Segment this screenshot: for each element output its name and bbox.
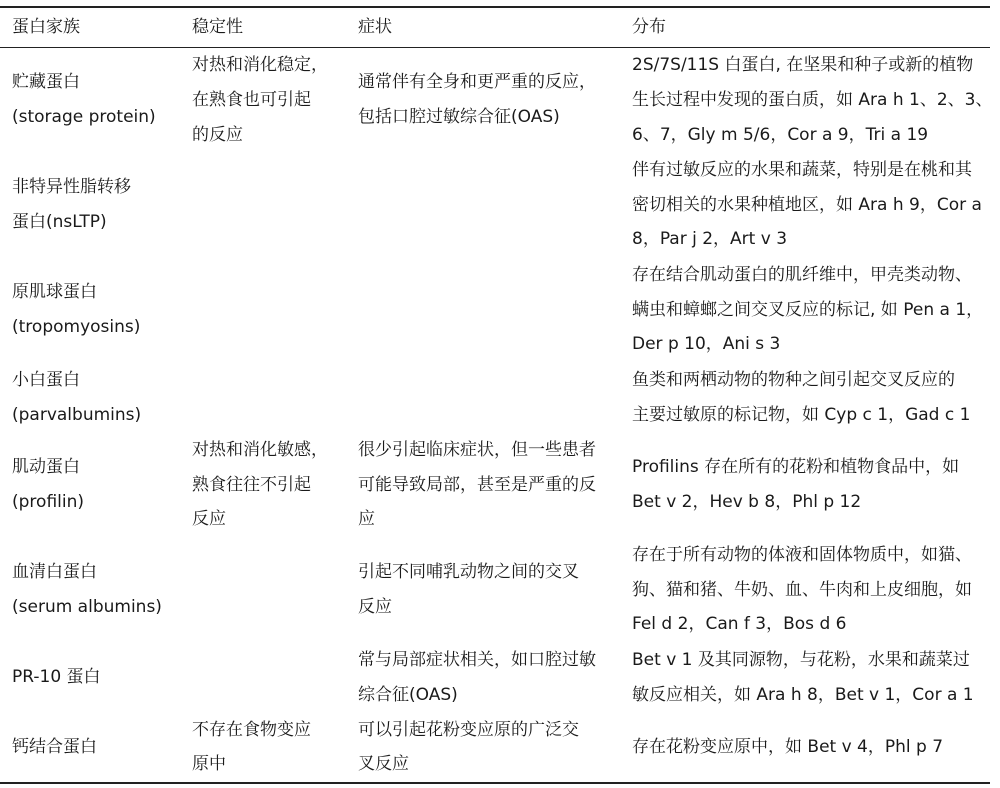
- protein-family-cell: [0, 643, 180, 713]
- symptoms-cell: [346, 153, 620, 258]
- symptoms-cell: [346, 643, 620, 713]
- stability-cell: [180, 643, 346, 713]
- distribution-cell: [620, 363, 990, 433]
- distribution-cell: [620, 643, 990, 713]
- cell-text-line: 熟食往往不引起: [192, 474, 311, 495]
- cell-text-line: Bet v 2，Hev b 8，Phl p 12: [632, 492, 862, 512]
- protein-family-cell: [0, 433, 180, 538]
- cell-text-line: 很少引起临床症状，但一些患者: [358, 439, 596, 460]
- table-row: [0, 258, 990, 363]
- table-row: [0, 538, 990, 643]
- cell-text-line: 包括口腔过敏综合征(OAS): [358, 107, 560, 128]
- stability-cell: [180, 538, 346, 643]
- stability-cell: [180, 433, 346, 538]
- cell-text-line: 伴有过敏反应的水果和蔬菜，特别是在桃和其: [632, 159, 972, 180]
- symptoms-cell: [346, 258, 620, 363]
- protein-family-cell: [0, 713, 180, 784]
- cell-text-line: 鱼类和两栖动物的物种之间引起交叉反应的: [632, 369, 955, 390]
- distribution-cell: [620, 153, 990, 258]
- cell-text-line: 贮藏蛋白: [12, 72, 80, 93]
- cell-text-line: 应: [358, 509, 375, 530]
- cell-text-line: (storage protein): [12, 107, 156, 128]
- table-row: [0, 433, 990, 538]
- cell-text-line: 钙结合蛋白: [12, 736, 97, 757]
- cell-text-line: (parvalbumins): [12, 404, 142, 425]
- table-row: [0, 153, 990, 258]
- cell-text-line: 血清白蛋白: [12, 562, 97, 583]
- cell-text-line: 小白蛋白: [12, 369, 80, 390]
- protein-family-cell: [0, 363, 180, 433]
- cell-text-line: 的反应: [192, 124, 243, 145]
- cell-text-line: 原肌球蛋白: [12, 282, 97, 303]
- cell-text-line: 可以引起花粉变应原的广泛交: [358, 719, 579, 740]
- cell-text-line: 不存在食物变应: [192, 719, 311, 740]
- cell-text-line: 敏反应相关，如 Ara h 8，Bet v 1，Cor a 1: [632, 684, 974, 705]
- cell-text-line: 密切相关的水果种植地区，如 Ara h 9，Cor a: [632, 194, 982, 215]
- cell-text-line: 主要过敏原的标记物，如 Cyp c 1，Gad c 1: [632, 404, 971, 425]
- cell-text-line: 引起不同哺乳动物之间的交叉: [358, 562, 579, 583]
- symptoms-cell: [346, 433, 620, 538]
- symptoms-cell: [346, 363, 620, 433]
- cell-text-line: 对热和消化稳定，: [192, 55, 328, 76]
- cell-text-line: 叉反应: [358, 754, 409, 775]
- cell-text-line: 存在花粉变应原中，如 Bet v 4，Phl p 7: [632, 736, 944, 757]
- stability-cell: [180, 258, 346, 363]
- cell-text-line: 2S/7S/11S 白蛋白, 在坚果和种子或新的植物: [632, 55, 974, 76]
- distribution-cell: [620, 713, 990, 784]
- cell-text-line: Profilins 存在所有的花粉和植物食品中，如: [632, 457, 960, 478]
- stability-cell: [180, 713, 346, 784]
- cell-text-line: 非特异性脂转移: [12, 177, 131, 198]
- cell-text-line: 肌动蛋白: [12, 457, 80, 478]
- cell-text-line: 螨虫和蟑螂之间交叉反应的标记, 如 Pen a 1，: [632, 299, 984, 320]
- cell-text-line: Der p 10，Ani s 3: [632, 334, 781, 355]
- distribution-cell: [620, 538, 990, 643]
- header-distribution: 分布: [632, 17, 666, 38]
- cell-text-line: 对热和消化敏感，: [192, 439, 328, 460]
- protein-family-cell: [0, 153, 180, 258]
- cell-text-line: 蛋白(nsLTP): [12, 212, 107, 232]
- cell-text-line: 综合征(OAS): [358, 684, 458, 705]
- cell-text-line: 在熟食也可引起: [192, 89, 311, 110]
- stability-cell: [180, 153, 346, 258]
- cell-text-line: 狗、猫和猪、牛奶、血、牛肉和上皮细胞，如: [632, 579, 972, 600]
- cell-text-line: PR-10 蛋白: [12, 667, 101, 688]
- table-header: [0, 7, 990, 48]
- cell-text-line: 存在于所有动物的体液和固体物质中，如猫、: [632, 544, 972, 565]
- cell-text-line: 8，Par j 2，Art v 3: [632, 229, 788, 250]
- stability-cell: [180, 363, 346, 433]
- table-row: [0, 643, 990, 713]
- symptoms-cell: [346, 713, 620, 784]
- table-body: [0, 48, 993, 784]
- symptoms-cell: [346, 538, 620, 643]
- cell-text-line: (profilin): [12, 492, 85, 512]
- table-row: [0, 363, 990, 433]
- cell-text-line: 生长过程中发现的蛋白质，如 Ara h 1、2、3、: [632, 89, 993, 110]
- allergen-protein-family-table: [0, 6, 993, 784]
- symptoms-cell: [346, 48, 620, 153]
- cell-text-line: 反应: [358, 597, 392, 617]
- table-row: [0, 48, 990, 153]
- protein-family-cell: [0, 48, 180, 153]
- header-stability: 稳定性: [192, 17, 243, 38]
- cell-text-line: Fel d 2，Can f 3，Bos d 6: [632, 614, 847, 635]
- cell-text-line: (tropomyosins): [12, 317, 141, 337]
- cell-text-line: 存在结合肌动蛋白的肌纤维中，甲壳类动物、: [632, 264, 972, 285]
- protein-family-cell: [0, 538, 180, 643]
- distribution-cell: [620, 48, 993, 153]
- cell-text-line: (serum albumins): [12, 597, 162, 617]
- distribution-cell: [620, 258, 990, 363]
- cell-text-line: 6、7，Gly m 5/6，Cor a 9，Tri a 19: [632, 124, 929, 145]
- distribution-cell: [620, 433, 990, 538]
- header-row: [0, 7, 990, 48]
- header-symptoms: 症状: [358, 17, 392, 38]
- cell-text-line: Bet v 1 及其同源物，与花粉，水果和蔬菜过: [632, 649, 970, 670]
- cell-text-line: 反应: [192, 509, 226, 530]
- header-protein-family: 蛋白家族: [12, 17, 80, 38]
- cell-text-line: 可能导致局部，甚至是严重的反: [358, 474, 596, 495]
- cell-text-line: 常与局部症状相关，如口腔过敏: [358, 649, 596, 670]
- cell-text-line: 通常伴有全身和更严重的反应，: [358, 72, 596, 93]
- protein-family-cell: [0, 258, 180, 363]
- table-row: [0, 713, 990, 784]
- cell-text-line: 原中: [192, 754, 226, 775]
- stability-cell: [180, 48, 346, 153]
